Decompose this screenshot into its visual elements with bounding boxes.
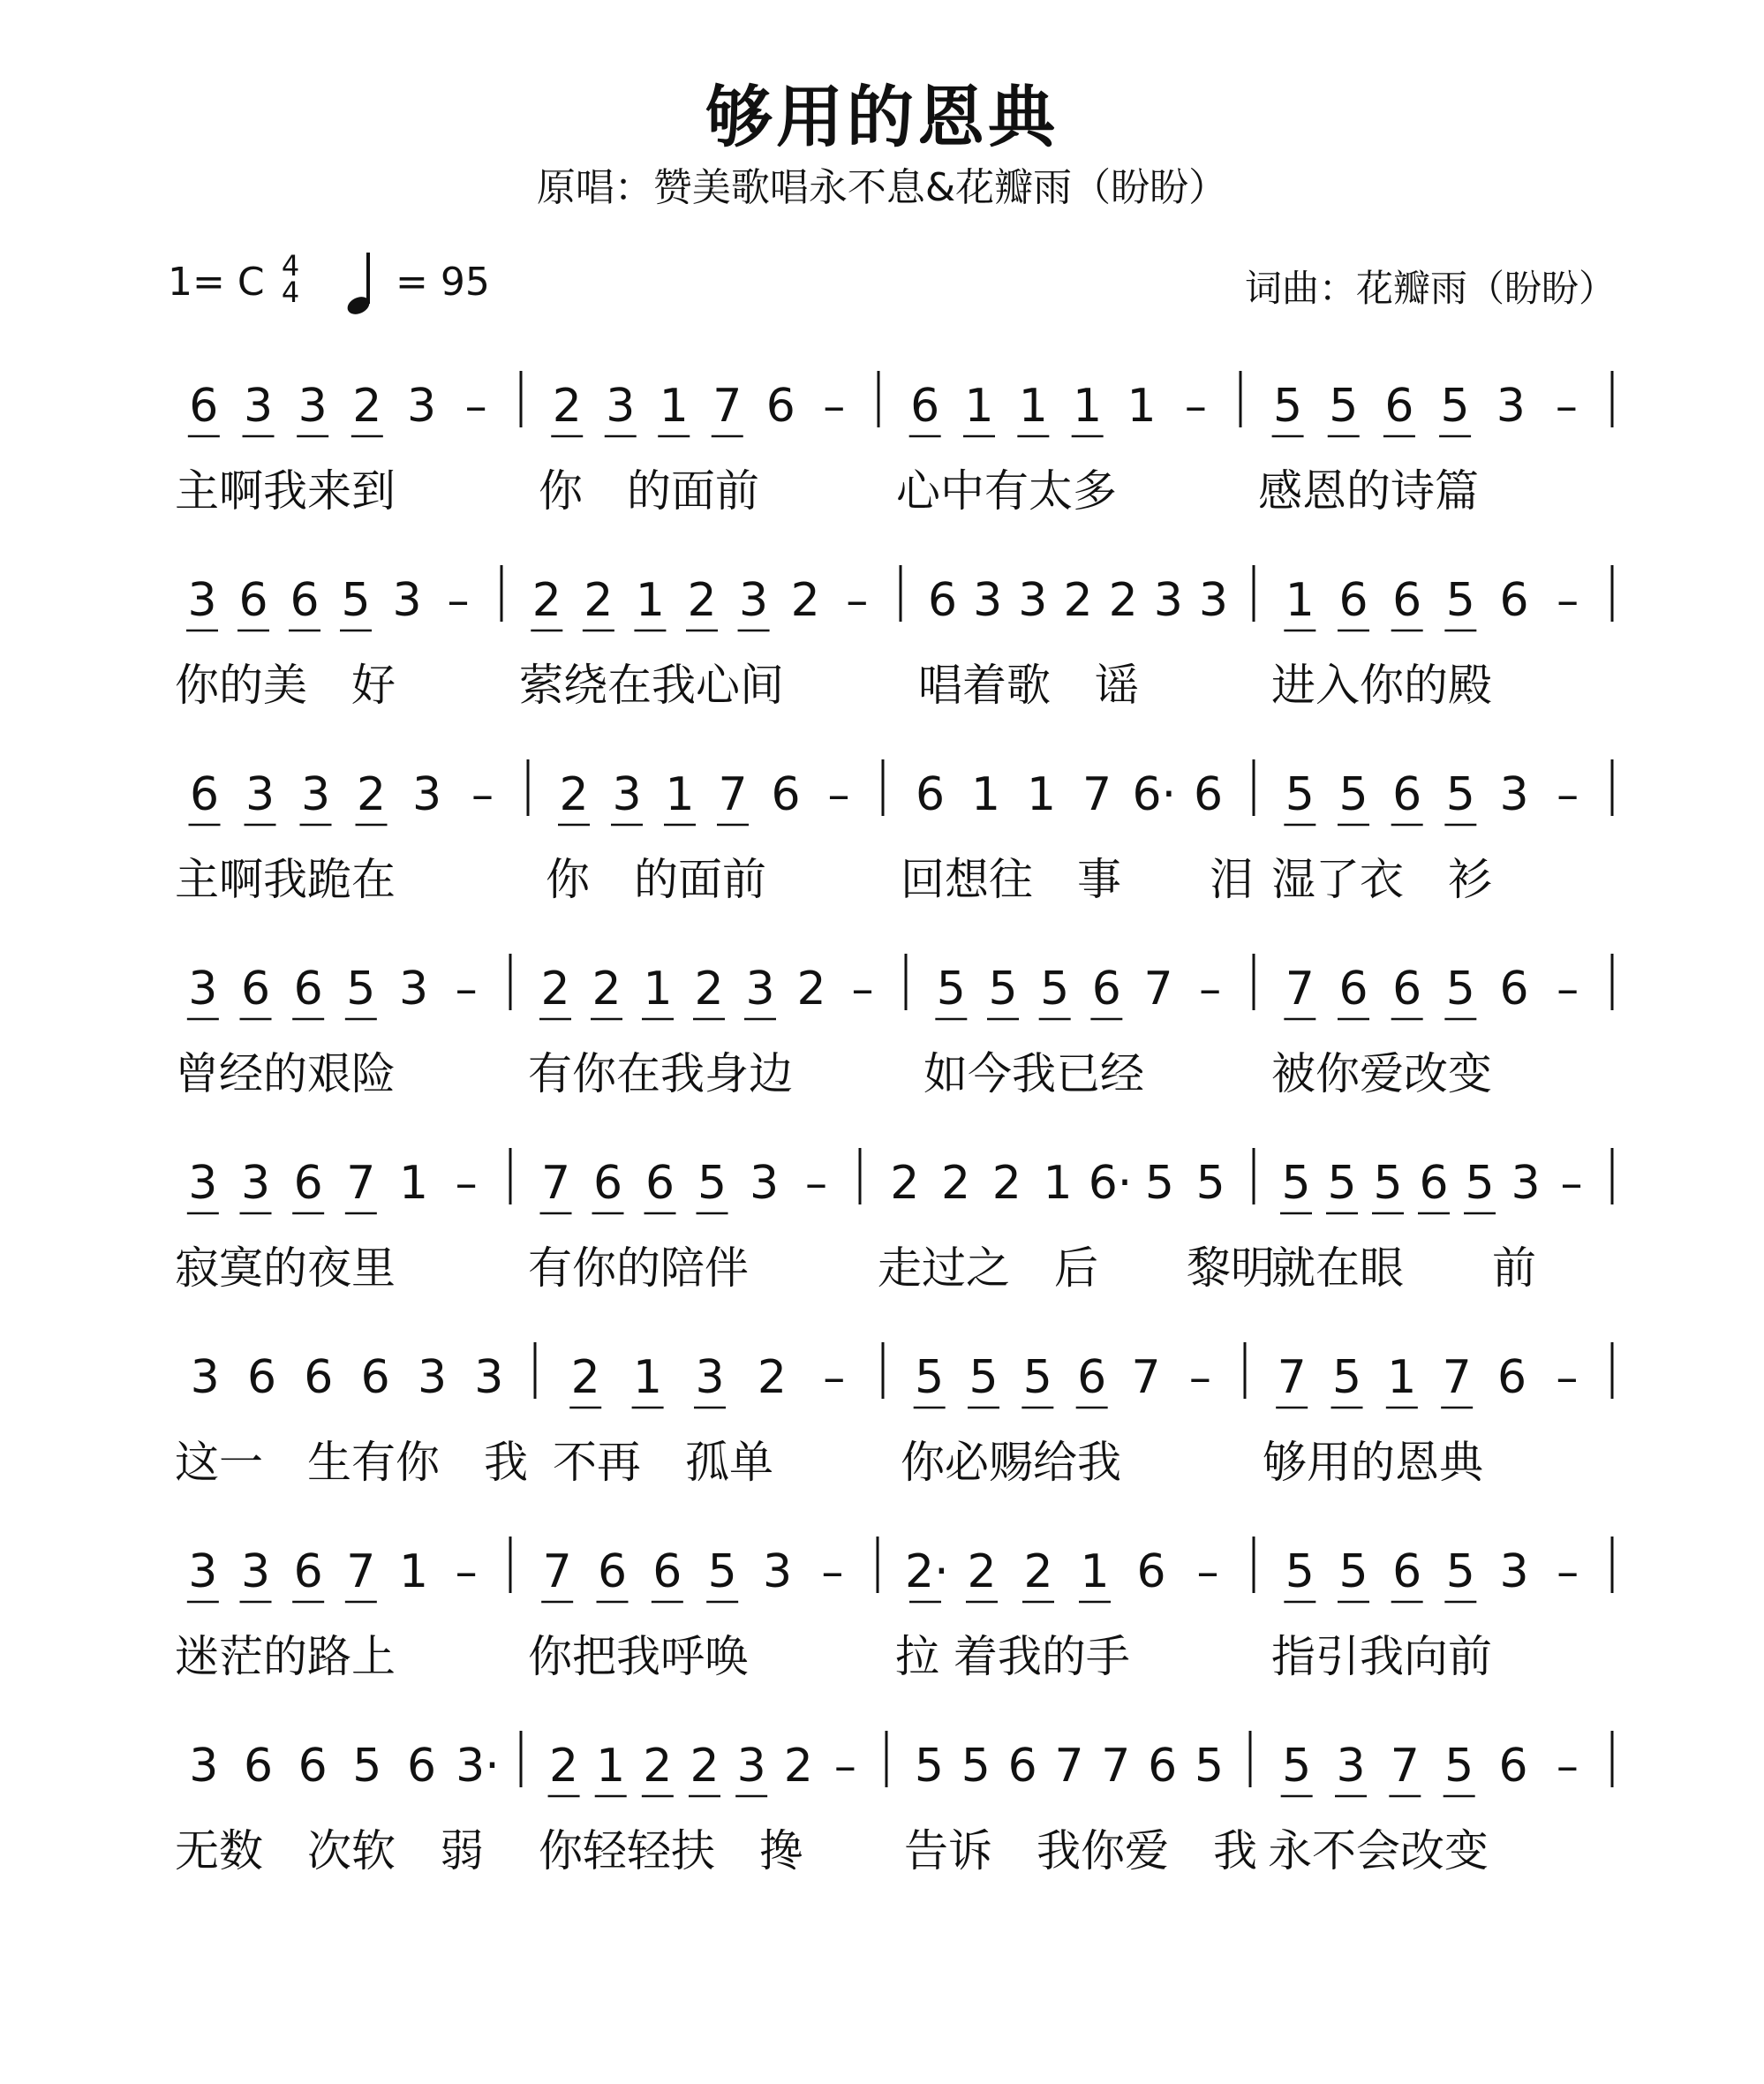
score-line <box>0 954 1764 1113</box>
sustain-dash: – <box>1557 1546 1579 1597</box>
note: 1 <box>1026 768 1057 821</box>
lyric: 进入你的殿 <box>1271 660 1492 711</box>
time-signature-bottom: 4 <box>281 276 300 309</box>
note: 6 <box>1077 1351 1107 1404</box>
lyric: 你必赐给我 <box>901 1437 1121 1488</box>
lyric: 无数 次软 弱 <box>175 1825 484 1876</box>
note: 3 <box>1496 380 1526 433</box>
note: 3 <box>245 768 275 821</box>
lyric: 你 的面前 <box>546 854 766 905</box>
composer-credit: 词曲：花瓣雨（盼盼） <box>1244 267 1616 310</box>
note: 6 <box>243 1740 274 1793</box>
note: 6 <box>1007 1740 1037 1793</box>
note: 1 <box>970 768 1001 821</box>
note: 3 <box>695 1351 725 1404</box>
note: 5 <box>961 1740 991 1793</box>
note: 6 <box>652 1545 682 1598</box>
note: 2 <box>790 574 820 627</box>
note: 7 <box>1390 1740 1420 1793</box>
note: 5 <box>341 574 371 627</box>
sustain-dash: – <box>851 963 874 1015</box>
note: 6 <box>1338 963 1368 1016</box>
note: 1 <box>596 1740 626 1793</box>
note: 7 <box>346 1545 376 1598</box>
note: 5 <box>1195 1740 1225 1793</box>
sustain-dash: – <box>447 575 470 626</box>
sustain-dash: – <box>455 1158 478 1209</box>
note: 5 <box>1445 1545 1475 1598</box>
note: 6 <box>189 768 220 821</box>
note: 2 <box>1108 574 1138 627</box>
note: 6 <box>304 1351 334 1404</box>
note: 5 <box>1327 1157 1357 1210</box>
note: 6 <box>298 1740 328 1793</box>
note: 6 <box>1193 768 1224 821</box>
lyric: 感恩的诗篇 <box>1258 465 1479 517</box>
note: 6 <box>1498 1740 1528 1793</box>
note: 1 <box>1018 380 1048 433</box>
note: 6 <box>293 1545 323 1598</box>
note: 5 <box>1144 1157 1174 1210</box>
note: 7 <box>1101 1740 1131 1793</box>
note: 5 <box>1445 963 1475 1016</box>
score-line <box>0 759 1764 918</box>
note: 5 <box>707 1545 737 1598</box>
sustain-dash: – <box>1199 963 1222 1015</box>
note: 1 <box>1073 380 1103 433</box>
note: 6 <box>1148 1740 1178 1793</box>
note: 2 <box>941 1157 971 1210</box>
score-line <box>0 1342 1764 1501</box>
note: 5 <box>352 1740 382 1793</box>
note: 7 <box>1131 1351 1161 1404</box>
note: 5 <box>1465 1157 1495 1210</box>
lyric: 走过之 后 黎明 <box>878 1242 1275 1294</box>
note: 6 <box>1499 574 1529 627</box>
sustain-dash: – <box>1555 381 1578 432</box>
note: 6 <box>1392 768 1422 821</box>
note: 6 <box>1496 1351 1527 1404</box>
note: 3 <box>411 768 442 821</box>
note: 2 <box>584 574 614 627</box>
note: 7 <box>1082 768 1112 821</box>
note: 3 <box>188 1545 218 1598</box>
lyric: 湿了衣 衫 <box>1271 854 1492 905</box>
note: 3 <box>612 768 642 821</box>
note: 2 <box>967 1545 997 1598</box>
note: 3 <box>298 380 328 433</box>
note: 5 <box>988 963 1018 1016</box>
note: 1 <box>665 768 695 821</box>
note: 6 <box>771 768 801 821</box>
note: 3 <box>606 380 636 433</box>
tempo-marking: = 95 <box>396 260 490 305</box>
quarter-note-icon <box>341 249 376 320</box>
note: 5 <box>1285 768 1315 821</box>
note: 1 <box>1043 1157 1073 1210</box>
note: 7 <box>1442 1351 1472 1404</box>
note: 6 <box>1499 963 1529 1016</box>
lyric: 心中有太多 <box>896 465 1117 517</box>
sustain-dash: – <box>471 769 494 820</box>
note: 5 <box>969 1351 999 1404</box>
note: 3 <box>1336 1740 1366 1793</box>
note: 6 <box>1392 963 1422 1016</box>
note: 3 <box>398 963 429 1016</box>
note: 1 <box>964 380 994 433</box>
sustain-dash: – <box>833 1740 856 1792</box>
note: 5 <box>1285 1545 1315 1598</box>
lyric: 迷茫的路上 <box>175 1631 396 1682</box>
note: 6 <box>238 574 268 627</box>
score-line <box>0 1537 1764 1695</box>
lyric: 有你在我身边 <box>528 1048 793 1099</box>
note: 5 <box>1338 768 1368 821</box>
lyric: 够用的恩典 <box>1263 1437 1483 1488</box>
note: 5 <box>1331 1351 1362 1404</box>
score-line <box>0 371 1764 530</box>
note: 2 <box>559 768 589 821</box>
note: 3 <box>190 1351 220 1404</box>
sustain-dash: – <box>823 1352 846 1403</box>
note: 3 <box>1198 574 1228 627</box>
note: 2 <box>356 768 387 821</box>
note: 5 <box>1022 1351 1052 1404</box>
note: 1 <box>635 574 665 627</box>
note: 7 <box>1277 1351 1307 1404</box>
note: 7 <box>542 1545 572 1598</box>
note: 6 <box>1338 574 1368 627</box>
note: 3 <box>189 1740 219 1793</box>
sustain-dash: – <box>821 1546 844 1597</box>
note: 5 <box>915 1351 945 1404</box>
note: 3 <box>973 574 1003 627</box>
note: 5 <box>346 963 376 1016</box>
note: 6· <box>1132 768 1177 821</box>
lyric: 被你爱改变 <box>1271 1048 1492 1099</box>
note: 2 <box>552 380 582 433</box>
sustain-dash: – <box>1196 1546 1219 1597</box>
note: 6 <box>293 1157 323 1210</box>
sustain-dash: – <box>1560 1158 1583 1209</box>
note: 3 <box>1511 1157 1541 1210</box>
sustain-dash: – <box>464 381 487 432</box>
note: 3· <box>456 1740 500 1793</box>
note: 3 <box>739 574 769 627</box>
note: 6 <box>1384 380 1414 433</box>
note: 5 <box>697 1157 727 1210</box>
note: 6 <box>360 1351 390 1404</box>
note: 6 <box>1136 1545 1166 1598</box>
note: 6· <box>1088 1157 1133 1210</box>
note: 3 <box>240 1157 271 1210</box>
lyric: 拉 着我的手 <box>895 1631 1130 1682</box>
sustain-dash: – <box>455 1546 478 1597</box>
note: 7 <box>1285 963 1315 1016</box>
sustain-dash: – <box>827 769 850 820</box>
note: 5 <box>1040 963 1070 1016</box>
note: 2 <box>352 380 382 433</box>
lyric: 你把我呼唤 <box>528 1631 749 1682</box>
note: 3 <box>188 1157 218 1210</box>
note: 1 <box>398 1157 429 1210</box>
note: 5 <box>1338 1545 1368 1598</box>
note: 6 <box>765 380 795 433</box>
note: 1 <box>643 963 673 1016</box>
note: 2 <box>592 963 622 1016</box>
note: 5 <box>1373 1157 1403 1210</box>
note: 5 <box>1281 1157 1311 1210</box>
note: 5 <box>936 963 966 1016</box>
note: 6 <box>1392 1545 1422 1598</box>
lyric: 告诉 我你爱 我 <box>904 1825 1257 1876</box>
note: 6 <box>1392 574 1422 627</box>
note: 3 <box>417 1351 448 1404</box>
lyric: 曾经的艰险 <box>175 1048 396 1099</box>
lyric: 寂寞的夜里 <box>175 1242 396 1294</box>
note: 2 <box>690 1740 720 1793</box>
lyric: 主啊我跪在 <box>175 854 396 905</box>
note: 2 <box>757 1351 787 1404</box>
note: 3 <box>406 380 437 433</box>
note: 2 <box>531 574 562 627</box>
note: 3 <box>300 768 331 821</box>
note: 1 <box>1387 1351 1417 1404</box>
note: 6 <box>592 1157 623 1210</box>
note: 3 <box>240 1545 271 1598</box>
sustain-dash: – <box>1557 769 1579 820</box>
note: 3 <box>243 380 274 433</box>
note: 3 <box>762 1545 793 1598</box>
note: 5 <box>1195 1157 1225 1210</box>
note: 5 <box>1445 768 1475 821</box>
note: 6 <box>290 574 320 627</box>
lyric: 唱着歌 谣 <box>918 660 1139 711</box>
note: 2 <box>991 1157 1021 1210</box>
note: 7 <box>346 1157 376 1210</box>
sustain-dash: – <box>455 963 478 1015</box>
lyric: 你的美 好 <box>175 660 396 711</box>
note: 2 <box>643 1740 673 1793</box>
key-signature: 1= C <box>168 260 265 305</box>
note: 3 <box>736 1740 766 1793</box>
sustain-dash: – <box>1556 1352 1579 1403</box>
note: 3 <box>1153 574 1183 627</box>
note: 2 <box>687 574 717 627</box>
song-title: 够用的恩典 <box>705 78 1059 156</box>
lyric: 指引我向前 <box>1271 1631 1492 1682</box>
note: 2 <box>694 963 724 1016</box>
note: 2 <box>549 1740 579 1793</box>
note: 3 <box>1018 574 1048 627</box>
sustain-dash: – <box>823 381 846 432</box>
lyric: 永不会改变 <box>1268 1825 1489 1876</box>
score-line <box>0 1731 1764 1890</box>
note: 1 <box>398 1545 429 1598</box>
note: 2 <box>796 963 826 1016</box>
note: 1 <box>1285 574 1315 627</box>
lyric: 如今我已经 <box>923 1048 1144 1099</box>
note: 2 <box>890 1157 920 1210</box>
note: 2 <box>1063 574 1093 627</box>
lyric: 你 的面前 <box>539 465 759 517</box>
note: 3 <box>392 574 422 627</box>
note: 5 <box>1445 574 1475 627</box>
lyric: 有你的陪伴 <box>528 1242 749 1294</box>
note: 7 <box>1143 963 1173 1016</box>
note: 7 <box>1054 1740 1084 1793</box>
lyric: 不再 孤单 <box>553 1437 773 1488</box>
lyric: 你轻轻扶 搀 <box>539 1825 803 1876</box>
score-line <box>0 565 1764 724</box>
note: 1 <box>1080 1545 1110 1598</box>
note: 3 <box>187 574 217 627</box>
note: 1 <box>1127 380 1157 433</box>
time-signature-top: 4 <box>281 249 300 283</box>
time-signature <box>275 249 305 309</box>
sustain-dash: – <box>1184 381 1207 432</box>
sustain-dash: – <box>1557 963 1579 1015</box>
score-line <box>0 1148 1764 1307</box>
note: 6 <box>910 380 940 433</box>
note: 6 <box>928 574 958 627</box>
note: 2 <box>570 1351 600 1404</box>
sustain-dash: – <box>1557 575 1579 626</box>
note: 6 <box>406 1740 437 1793</box>
lyric: 回想往 事 泪 <box>901 854 1254 905</box>
note: 1 <box>633 1351 663 1404</box>
note: 3 <box>745 963 775 1016</box>
lyric: 就在眼 前 <box>1271 1242 1536 1294</box>
note: 2 <box>1023 1545 1053 1598</box>
sustain-dash: – <box>846 575 869 626</box>
note: 6 <box>597 1545 628 1598</box>
sustain-dash: – <box>805 1158 827 1209</box>
note: 6 <box>240 963 271 1016</box>
note: 5 <box>1329 380 1359 433</box>
note: 7 <box>540 1157 571 1210</box>
note: 2 <box>783 1740 813 1793</box>
note: 6 <box>1419 1157 1449 1210</box>
note: 7 <box>718 768 748 821</box>
note: 3 <box>1499 768 1529 821</box>
note: 2 <box>540 963 570 1016</box>
lyric: 这一 生有你 我 <box>175 1437 528 1488</box>
note: 6 <box>1091 963 1121 1016</box>
note: 3 <box>474 1351 504 1404</box>
note: 5 <box>1273 380 1303 433</box>
note: 5 <box>1444 1740 1474 1793</box>
note: 3 <box>188 963 218 1016</box>
note: 5 <box>914 1740 944 1793</box>
note: 2· <box>905 1545 949 1598</box>
sustain-dash: – <box>1556 1740 1579 1792</box>
note: 6 <box>915 768 946 821</box>
note: 7 <box>712 380 743 433</box>
note: 3 <box>749 1157 780 1210</box>
note: 1 <box>659 380 689 433</box>
lyric: 萦绕在我心间 <box>519 660 784 711</box>
note: 6 <box>645 1157 675 1210</box>
note: 6 <box>293 963 323 1016</box>
note: 6 <box>189 380 219 433</box>
lyric: 主啊我来到 <box>175 465 396 517</box>
note: 3 <box>1499 1545 1529 1598</box>
note: 5 <box>1440 380 1470 433</box>
note: 5 <box>1282 1740 1312 1793</box>
original-singer: 原唱：赞美歌唱永不息&花瓣雨（盼盼） <box>536 165 1228 210</box>
note: 6 <box>246 1351 277 1404</box>
sustain-dash: – <box>1188 1352 1211 1403</box>
